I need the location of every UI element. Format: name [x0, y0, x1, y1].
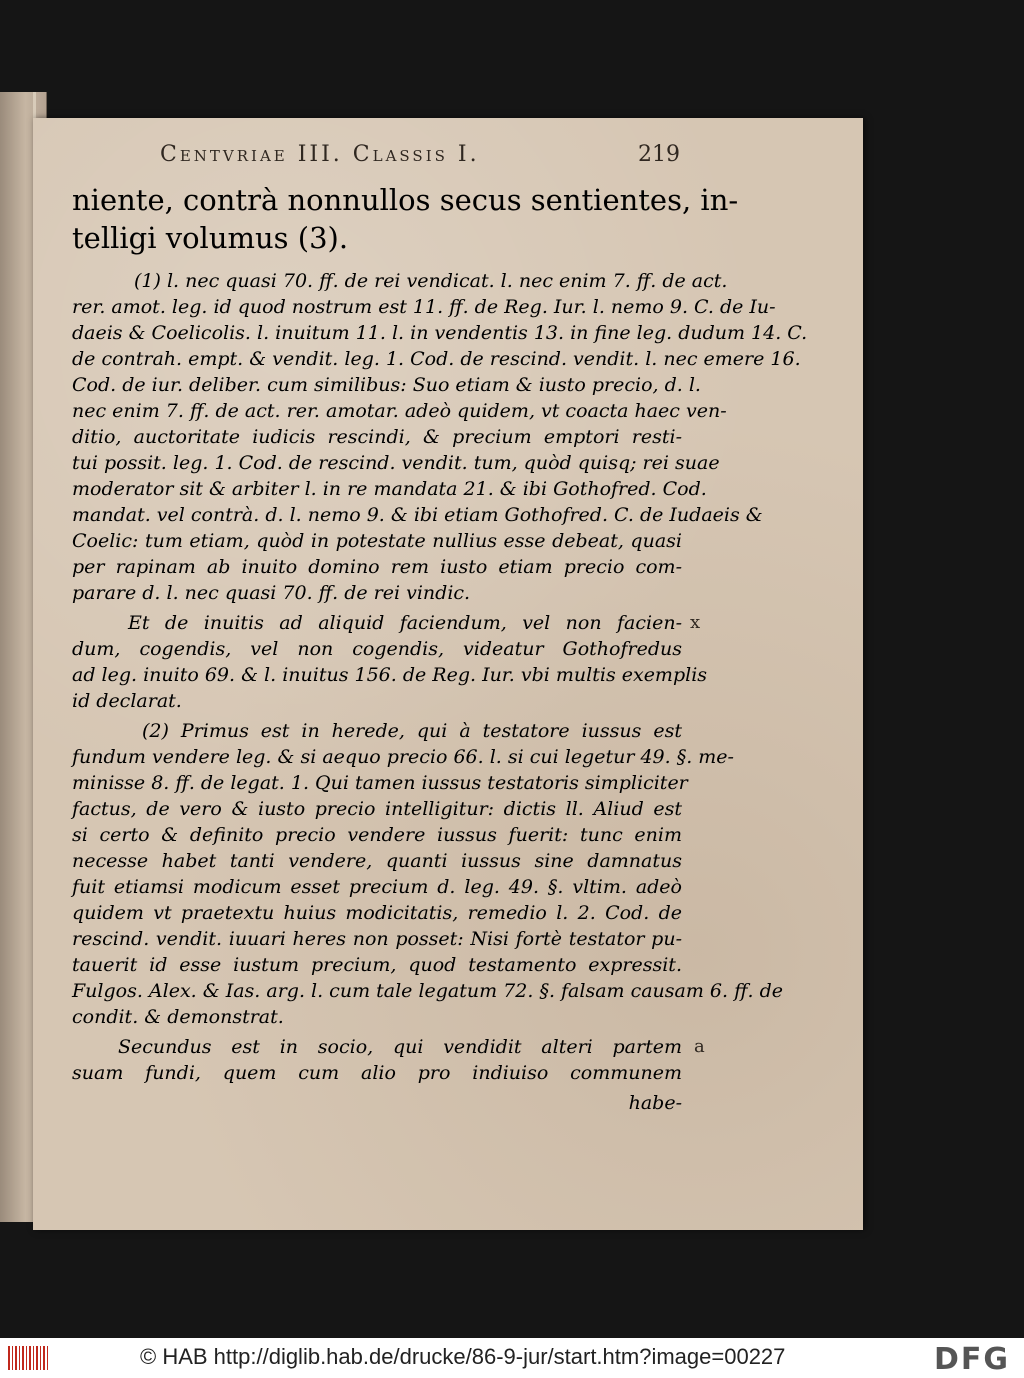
note-line: Et de inuitis ad aliquid faciendum, vel non facien-: [128, 612, 682, 634]
note-line: tauerit id esse iustum precium, quod testamento expressit.: [72, 954, 682, 976]
note-line: minisse 8. ff. de legat. 1. Qui tamen iussus testatoris simpliciter: [72, 772, 688, 794]
catchword: habe-: [628, 1092, 682, 1114]
page-number: 219: [638, 142, 680, 167]
note-line: moderator sit & arbiter l. in re mandata 21. & ibi Gothofred. Cod.: [72, 478, 707, 500]
note-line: rer. amot. leg. id quod nostrum est 11. ff. de Reg. Iur. l. nemo 9. C. de Iu-: [72, 296, 776, 318]
footer-bar: [0, 1338, 1024, 1378]
margin-marker: x: [690, 612, 701, 633]
note-line: ditio, auctoritate iudicis rescindi, & precium emptori resti-: [72, 426, 682, 448]
note-line: (2) Primus est in herede, qui à testatore iussus est: [142, 720, 682, 742]
note-line: si certo & definito precio vendere iussus fuerit: tunc enim: [72, 824, 682, 846]
text-line-large: niente, contrà nonnullos secus sentientes, in-: [72, 183, 739, 217]
note-line: de contrah. empt. & vendit. leg. 1. Cod. de rescind. vendit. l. nec emere 16.: [72, 348, 801, 370]
note-line: Secundus est in socio, qui vendidit alteri partem: [118, 1036, 682, 1058]
note-line: quidem vt praetextu huius modicitatis, remedio l. 2. Cod. de: [72, 902, 682, 924]
text-line-large: telligi volumus (3).: [72, 221, 349, 255]
note-line: necesse habet tanti vendere, quanti iussus sine damnatus: [72, 850, 682, 872]
note-line: (1) l. nec quasi 70. ff. de rei vendicat. l. nec enim 7. ff. de act.: [134, 270, 728, 292]
note-line: per rapinam ab inuito domino rem iusto etiam precio com-: [72, 556, 682, 578]
margin-marker: a: [694, 1036, 705, 1057]
note-line: id declarat.: [72, 690, 182, 712]
note-line: mandat. vel contrà. d. l. nemo 9. & ibi etiam Gothofred. C. de Iudaeis &: [72, 504, 763, 526]
note-line: Cod. de iur. deliber. cum similibus: Suo etiam & iusto precio, d. l.: [72, 374, 701, 396]
note-line: suam fundi, quem cum alio pro indiuiso communem: [72, 1062, 682, 1084]
note-line: ad leg. inuito 69. & l. inuitus 156. de Reg. Iur. vbi multis exemplis: [72, 664, 708, 686]
note-line: tui possit. leg. 1. Cod. de rescind. vendit. tum, quòd quisq; rei suae: [72, 452, 720, 474]
note-line: fundum vendere leg. & si aequo precio 66. l. si cui legetur 49. §. me-: [72, 746, 734, 768]
note-line: parare d. l. nec quasi 70. ff. de rei vindic.: [72, 582, 471, 604]
running-title: Centvriae III. Classis I.: [160, 142, 480, 167]
note-line: nec enim 7. ff. de act. rer. amotar. adeò quidem, vt coacta haec ven-: [72, 400, 727, 422]
note-line: daeis & Coelicolis. l. inuitum 11. l. in vendentis 13. in fine leg. dudum 14. C.: [72, 322, 808, 344]
note-line: condit. & demonstrat.: [72, 1006, 284, 1028]
running-head: [160, 142, 680, 172]
note-line: rescind. vendit. iuuari heres non posset: Nisi fortè testator pu-: [72, 928, 682, 950]
note-line: Fulgos. Alex. & Ias. arg. l. cum tale legatum 72. §. falsam causam 6. ff. de: [72, 980, 784, 1002]
note-line: fuit etiamsi modicum esset precium d. leg. 49. §. vltim. adeò: [72, 876, 682, 898]
note-line: Coelic: tum etiam, quòd in potestate nullius esse debeat, quasi: [72, 530, 682, 552]
barcode-icon: [8, 1346, 48, 1370]
note-line: factus, de vero & iusto precio intelligitur: dictis ll. Aliud est: [72, 798, 682, 820]
footer-copyright-link[interactable]: © HAB http://diglib.hab.de/drucke/86-9-jur/start.htm?image=00227: [140, 1344, 786, 1369]
dfg-logo: DFG: [933, 1342, 1010, 1377]
note-line: dum, cogendis, vel non cogendis, videatur Gothofredus: [72, 638, 682, 660]
